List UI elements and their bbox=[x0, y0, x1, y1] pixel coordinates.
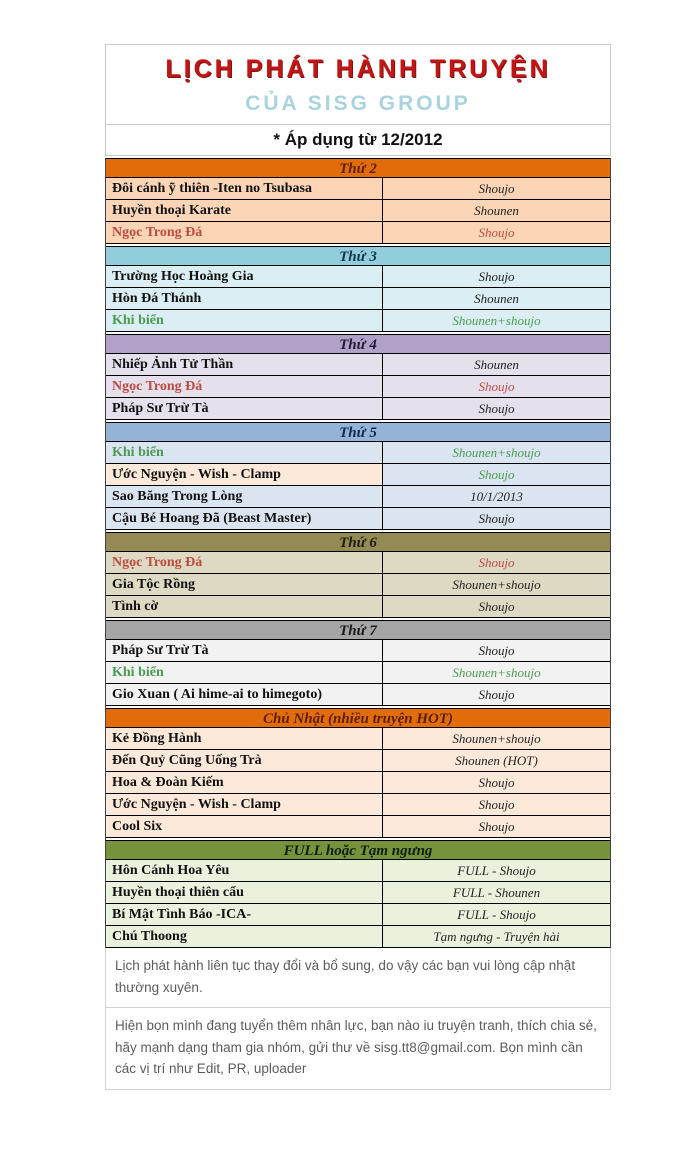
series-title-cell: Trường Học Hoàng Gia bbox=[106, 266, 382, 287]
series-row bbox=[106, 376, 610, 398]
series-row bbox=[106, 266, 610, 288]
series-title-cell: Pháp Sư Trừ Tà bbox=[106, 640, 382, 661]
series-genre-cell: Shoujo bbox=[382, 772, 610, 793]
series-row bbox=[106, 222, 610, 244]
series-genre-cell: Shoujo bbox=[382, 464, 610, 485]
day-header: Chủ Nhật (nhiều truyện HOT) bbox=[106, 708, 610, 728]
day-header: Thứ 6 bbox=[106, 532, 610, 552]
day-rows bbox=[106, 640, 610, 706]
series-genre-cell: Shounen bbox=[382, 200, 610, 221]
page-title: LỊCH PHÁT HÀNH TRUYỆN bbox=[165, 55, 551, 83]
series-row bbox=[106, 904, 610, 926]
series-title-cell: Đến Quỷ Cũng Uống Trà bbox=[106, 750, 382, 771]
series-genre-cell: FULL - Shoujo bbox=[382, 860, 610, 881]
series-genre-cell: Shounen+shoujo bbox=[382, 728, 610, 749]
series-row bbox=[106, 574, 610, 596]
day-header: FULL hoặc Tạm ngưng bbox=[106, 840, 610, 860]
series-title-cell: Hòn Đá Thánh bbox=[106, 288, 382, 309]
footer-note-update: Lịch phát hành liên tục thay đổi và bổ sung, do vậy các bạn vui lòng cập nhật thường xuyên. bbox=[115, 958, 576, 995]
series-genre-cell: FULL - Shounen bbox=[382, 882, 610, 903]
day-rows bbox=[106, 354, 610, 420]
series-title-cell: Gia Tộc Rồng bbox=[106, 574, 382, 595]
series-genre-cell: Shoujo bbox=[382, 178, 610, 199]
series-title-cell: Khi biển bbox=[106, 662, 382, 683]
series-title-cell: Pháp Sư Trừ Tà bbox=[106, 398, 382, 419]
series-row bbox=[106, 552, 610, 574]
series-genre-cell: Shoujo bbox=[382, 794, 610, 815]
series-genre-cell: Shounen bbox=[382, 288, 610, 309]
schedule-section bbox=[106, 422, 610, 530]
schedule-section bbox=[106, 840, 610, 948]
day-rows bbox=[106, 860, 610, 948]
page-subtitle: CỦA SISG GROUP bbox=[245, 92, 471, 115]
day-rows bbox=[106, 728, 610, 838]
schedule-section bbox=[106, 532, 610, 618]
series-title-cell: Kẻ Đồng Hành bbox=[106, 728, 382, 749]
series-row bbox=[106, 794, 610, 816]
series-row bbox=[106, 442, 610, 464]
series-title-cell: Ước Nguyện - Wish - Clamp bbox=[106, 794, 382, 815]
series-title-cell: Hoa & Đoàn Kiếm bbox=[106, 772, 382, 793]
series-title-cell: Nhiếp Ảnh Tử Thần bbox=[106, 354, 382, 375]
series-row bbox=[106, 728, 610, 750]
series-genre-cell: Shounen+shoujo bbox=[382, 662, 610, 683]
series-title-cell: Ngọc Trong Đá bbox=[106, 376, 382, 397]
series-row bbox=[106, 684, 610, 706]
series-genre-cell: Shounen+shoujo bbox=[382, 574, 610, 595]
series-title-cell: Ngọc Trong Đá bbox=[106, 552, 382, 573]
series-row bbox=[106, 288, 610, 310]
series-row bbox=[106, 816, 610, 838]
series-row bbox=[106, 200, 610, 222]
day-rows bbox=[106, 552, 610, 618]
series-row bbox=[106, 310, 610, 332]
series-row bbox=[106, 486, 610, 508]
series-genre-cell: Shoujo bbox=[382, 816, 610, 837]
series-genre-cell: Shoujo bbox=[382, 508, 610, 529]
schedule-section bbox=[106, 708, 610, 838]
series-genre-cell: Shoujo bbox=[382, 596, 610, 617]
footer-notes bbox=[105, 948, 611, 1090]
series-title-cell: Gio Xuan ( Ai hime-ai to himegoto) bbox=[106, 684, 382, 705]
series-genre-cell: Shounen+shoujo bbox=[382, 310, 610, 331]
series-genre-cell: 10/1/2013 bbox=[382, 486, 610, 507]
series-row bbox=[106, 926, 610, 948]
series-row bbox=[106, 398, 610, 420]
schedule-section bbox=[106, 334, 610, 420]
series-row bbox=[106, 464, 610, 486]
series-genre-cell: Tạm ngưng - Truyện hài bbox=[382, 926, 610, 947]
schedule-section bbox=[106, 158, 610, 244]
series-genre-cell: Shoujo bbox=[382, 222, 610, 243]
series-genre-cell: Shoujo bbox=[382, 376, 610, 397]
series-genre-cell: Shounen+shoujo bbox=[382, 442, 610, 463]
day-rows bbox=[106, 442, 610, 530]
series-genre-cell: Shounen bbox=[382, 354, 610, 375]
series-row bbox=[106, 178, 610, 200]
series-row bbox=[106, 662, 610, 684]
day-header: Thứ 7 bbox=[106, 620, 610, 640]
content-box bbox=[105, 44, 611, 1090]
series-row bbox=[106, 354, 610, 376]
day-header: Thứ 3 bbox=[106, 246, 610, 266]
series-genre-cell: Shoujo bbox=[382, 684, 610, 705]
series-row bbox=[106, 596, 610, 618]
day-header: Thứ 5 bbox=[106, 422, 610, 442]
series-title-cell: Ngọc Trong Đá bbox=[106, 222, 382, 243]
series-genre-cell: Shoujo bbox=[382, 640, 610, 661]
series-genre-cell: Shoujo bbox=[382, 266, 610, 287]
schedule-table bbox=[105, 158, 611, 948]
schedule-section bbox=[106, 246, 610, 332]
series-title-cell: Tình cờ bbox=[106, 596, 382, 617]
series-row bbox=[106, 772, 610, 794]
series-row bbox=[106, 640, 610, 662]
series-title-cell: Đôi cánh ỹ thiên -Iten no Tsubasa bbox=[106, 178, 382, 199]
series-title-cell: Cậu Bé Hoang Đã (Beast Master) bbox=[106, 508, 382, 529]
series-row bbox=[106, 750, 610, 772]
series-genre-cell: Shounen (HOT) bbox=[382, 750, 610, 771]
day-header: Thứ 4 bbox=[106, 334, 610, 354]
series-title-cell: Cool Six bbox=[106, 816, 382, 837]
title-block bbox=[105, 44, 611, 125]
day-rows bbox=[106, 266, 610, 332]
series-title-cell: Khi biển bbox=[106, 442, 382, 463]
schedule-section bbox=[106, 620, 610, 706]
series-genre-cell: Shoujo bbox=[382, 398, 610, 419]
series-row bbox=[106, 508, 610, 530]
series-title-cell: Khi biển bbox=[106, 310, 382, 331]
series-genre-cell: FULL - Shoujo bbox=[382, 904, 610, 925]
series-title-cell: Huyền thoại thiên cẩu bbox=[106, 882, 382, 903]
series-title-cell: Sao Băng Trong Lòng bbox=[106, 486, 382, 507]
footer-note-recruit: Hiện bọn mình đang tuyển thêm nhân lực, bạn nào iu truyện tranh, thích chia sẻ, hãy mạnh dạng tham gia nhóm, gửi thư về sisg.tt8@gmail.com. Bọn mình cần các vị trí như Edit, PR, uploader bbox=[106, 1007, 610, 1089]
series-genre-cell: Shoujo bbox=[382, 552, 610, 573]
series-title-cell: Huyền thoại Karate bbox=[106, 200, 382, 221]
series-row bbox=[106, 882, 610, 904]
series-row bbox=[106, 860, 610, 882]
series-title-cell: Ước Nguyện - Wish - Clamp bbox=[106, 464, 382, 485]
series-title-cell: Chú Thoong bbox=[106, 926, 382, 947]
apply-note: * Áp dụng từ 12/2012 bbox=[105, 125, 611, 156]
day-rows bbox=[106, 178, 610, 244]
series-title-cell: Bí Mật Tình Báo -ICA- bbox=[106, 904, 382, 925]
series-title-cell: Hôn Cánh Hoa Yêu bbox=[106, 860, 382, 881]
day-header: Thứ 2 bbox=[106, 158, 610, 178]
